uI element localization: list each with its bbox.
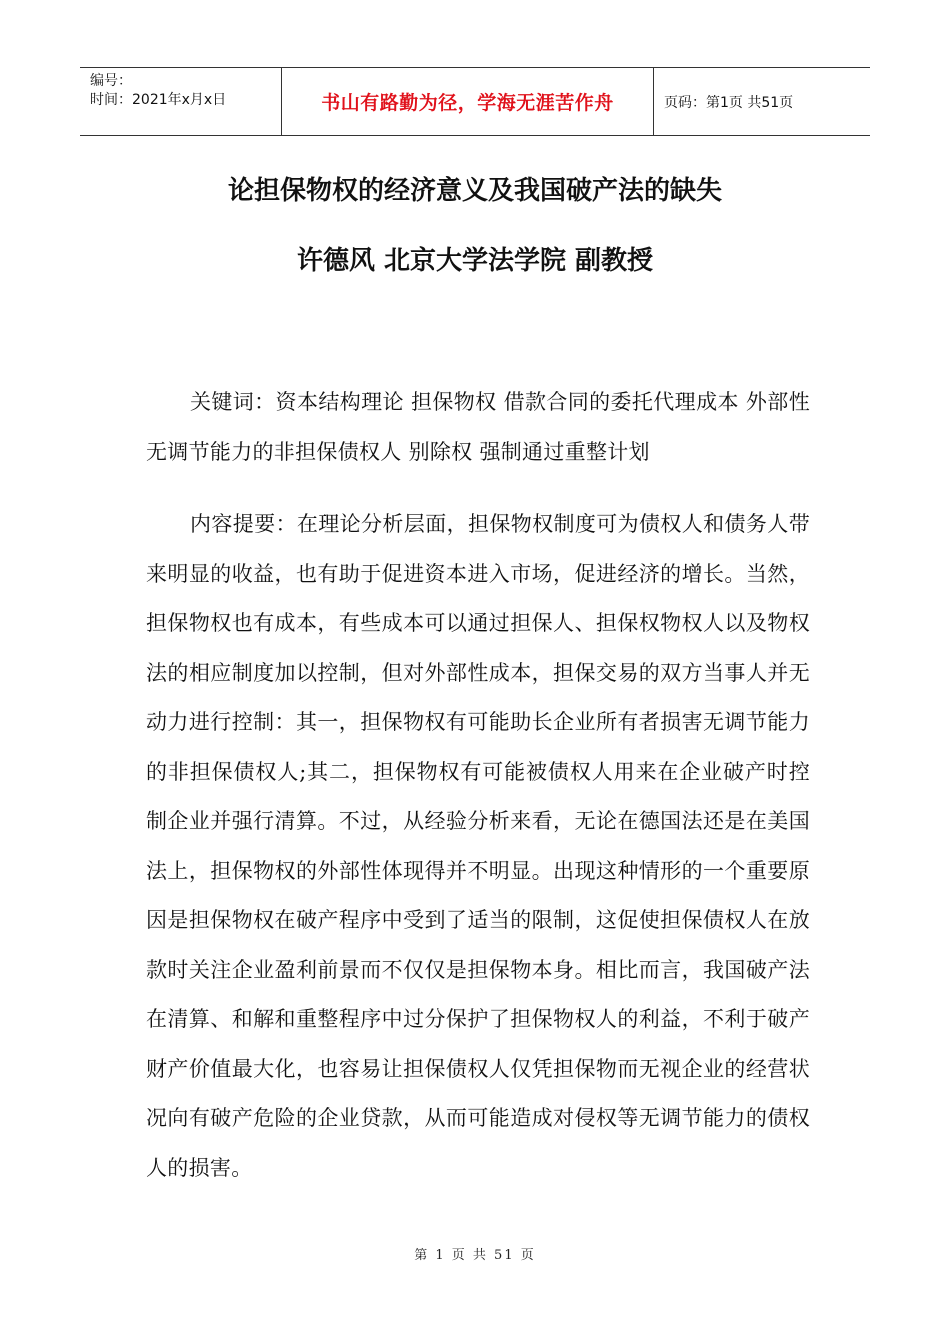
header-page-info: 页码：第1页 共51页 <box>664 94 794 111</box>
author-line: 许德风 北京大学法学院 副教授 <box>296 246 654 276</box>
document-title: 论担保物权的经济意义及我国破产法的缺失 <box>227 176 722 206</box>
header-meta-cell <box>80 68 282 135</box>
motto-text: 书山有路勤为径，学海无涯苦作舟 <box>321 92 614 114</box>
page-footer: 第 1 页 共 51 页 <box>414 1248 536 1263</box>
keywords-paragraph: 关键词：资本结构理论 担保物权 借款合同的委托代理成本 外部性 无调节能力的非担保债权人 别除权 强制通过重整计划 <box>146 390 810 464</box>
page-header-table <box>80 67 870 136</box>
serial-number-label: 编号： <box>90 73 132 89</box>
header-page-cell <box>654 68 870 135</box>
date-label: 时间：2021年x月x日 <box>90 92 227 108</box>
header-motto-cell <box>282 68 654 135</box>
abstract-paragraph: 内容提要：在理论分析层面，担保物权制度可为债权人和债务人带来明显的收益，也有助于促进资本进入市场，促进经济的增长。当然，担保物权也有成本，有些成本可以通过担保人、担保权物权人以及物权法的相应制度加以控制，但对外部性成本，担保交易的双方当事人并无动力进行控制：其一，担保物权有可能助长企业所有者损害无调节能力的非担保债权人;其二，担保物权有可能被债权人用来在企业破产时控制企业并强行清算。不过，从经验分析来看，无论在德国法还是在美国法上，担保物权的外部性体现得并不明显。出现这种情形的一个重要原因是担保物权在破产程序中受到了适当的限制，这促使担保债权人在放款时关注企业盈利前景而不仅仅是担保物本身。相比而言，我国破产法在清算、和解和重整程序中过分保护了担保物权人的利益，不利于破产财产价值最大化，也容易让担保债权人仅凭担保物而无视企业的经营状况向有破产危险的企业贷款，从而可能造成对侵权等无调节能力的债权人的损害。 <box>146 512 810 1180</box>
